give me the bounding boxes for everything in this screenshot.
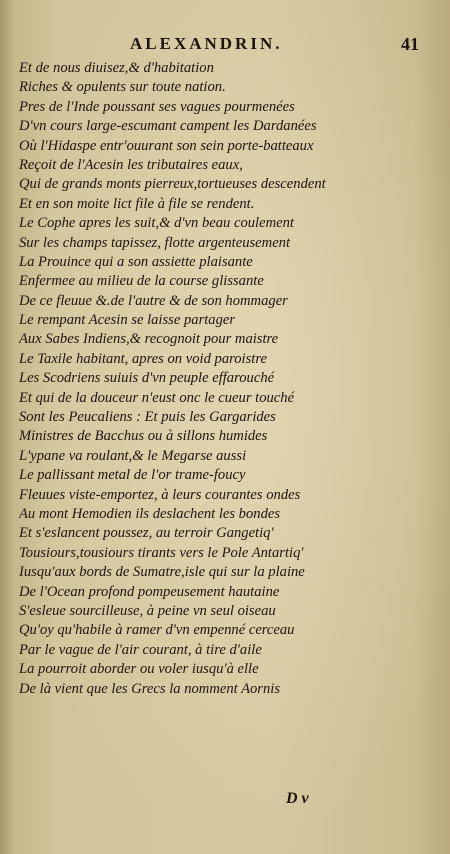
verse-line: Qu'oy qu'habile à ramer d'vn empenné cerceau: [19, 622, 295, 639]
verse-line: Le rempant Acesin se laisse partager: [19, 312, 236, 329]
verse-line: La Prouince qui a son assiette plaisante: [19, 253, 253, 270]
verse-line: Qui de grands monts pierreux,tortueuses descendent: [19, 176, 326, 193]
verse-line: De là vient que les Grecs la nomment Aornis: [19, 680, 281, 697]
running-title: ALEXANDRIN.: [130, 34, 283, 53]
verse-line: De l'Ocean profond pompeusement hautaine: [19, 583, 280, 600]
verse-line: D'vn cours large-escumant campent les Dardanées: [19, 118, 317, 135]
verse-line: Fleuues viste-emportez, à leurs courantes ondes: [19, 486, 301, 503]
verse-line: Les Scodriens suiuis d'vn peuple effarouché: [19, 370, 275, 387]
verse-line: Au mont Hemodien ils deslachent les bondes: [19, 505, 281, 522]
verse-text: [19, 59, 439, 699]
verse-line: Le Cophe apres les suit,& d'vn beau coulement: [19, 215, 294, 232]
catchword: D v: [286, 790, 309, 807]
verse-line: Le pallissant metal de l'or trame-foucy: [19, 467, 246, 484]
verse-line: Ministres de Bacchus ou à sillons humides: [19, 428, 268, 445]
verse-line: L'ypane va roulant,& le Megarse aussi: [19, 447, 247, 464]
verse-line: Enfermee au milieu de la course glissante: [19, 273, 264, 290]
verse-line: Pres de l'Inde poussant ses vagues pourmenées: [19, 98, 295, 115]
verse-line: La pourroit aborder ou voler iusqu'à elle: [19, 661, 259, 678]
verse-line: Le Taxile habitant, apres on void paroistre: [19, 350, 267, 367]
verse-line: Et qui de la douceur n'eust onc le cueur touché: [19, 389, 295, 406]
verse-line: S'esleue sourcilleuse, à peine vn seul oiseau: [19, 602, 276, 619]
page-gutter-shadow: [0, 0, 14, 854]
verse-line: Tousiours,tousiours tirants vers le Pole Antartiq': [19, 544, 304, 561]
verse-line: Et de nous diuisez,& d'habitation: [19, 60, 214, 76]
verse-line: Aux Sabes Indiens,& recognoit pour maistre: [19, 331, 279, 348]
verse-line: Et s'eslancent poussez, au terroir Gangetiq': [19, 525, 274, 542]
verse-line: Où l'Hidaspe entr'ouurant son sein porte-batteaux: [19, 137, 314, 154]
verse-line: Riches & opulents sur toute nation.: [19, 79, 226, 96]
verse-line: Et en son moite lict file à file se rendent.: [19, 195, 255, 212]
verse-line: Sont les Peucaliens : Et puis les Gargarides: [19, 409, 276, 426]
verse-line: Iusqu'aux bords de Sumatre,isle qui sur la plaine: [19, 564, 305, 581]
verse-line: Par le vague de l'air courant, à tire d'aile: [19, 641, 262, 658]
verse-line: De ce fleuue &.de l'autre & de son hommager: [19, 292, 288, 309]
verse-line: Reçoit de l'Acesin les tributaires eaux,: [19, 156, 243, 173]
verse-line: Sur les champs tapissez, flotte argenteusement: [19, 234, 291, 251]
page-number: 41: [401, 34, 419, 54]
